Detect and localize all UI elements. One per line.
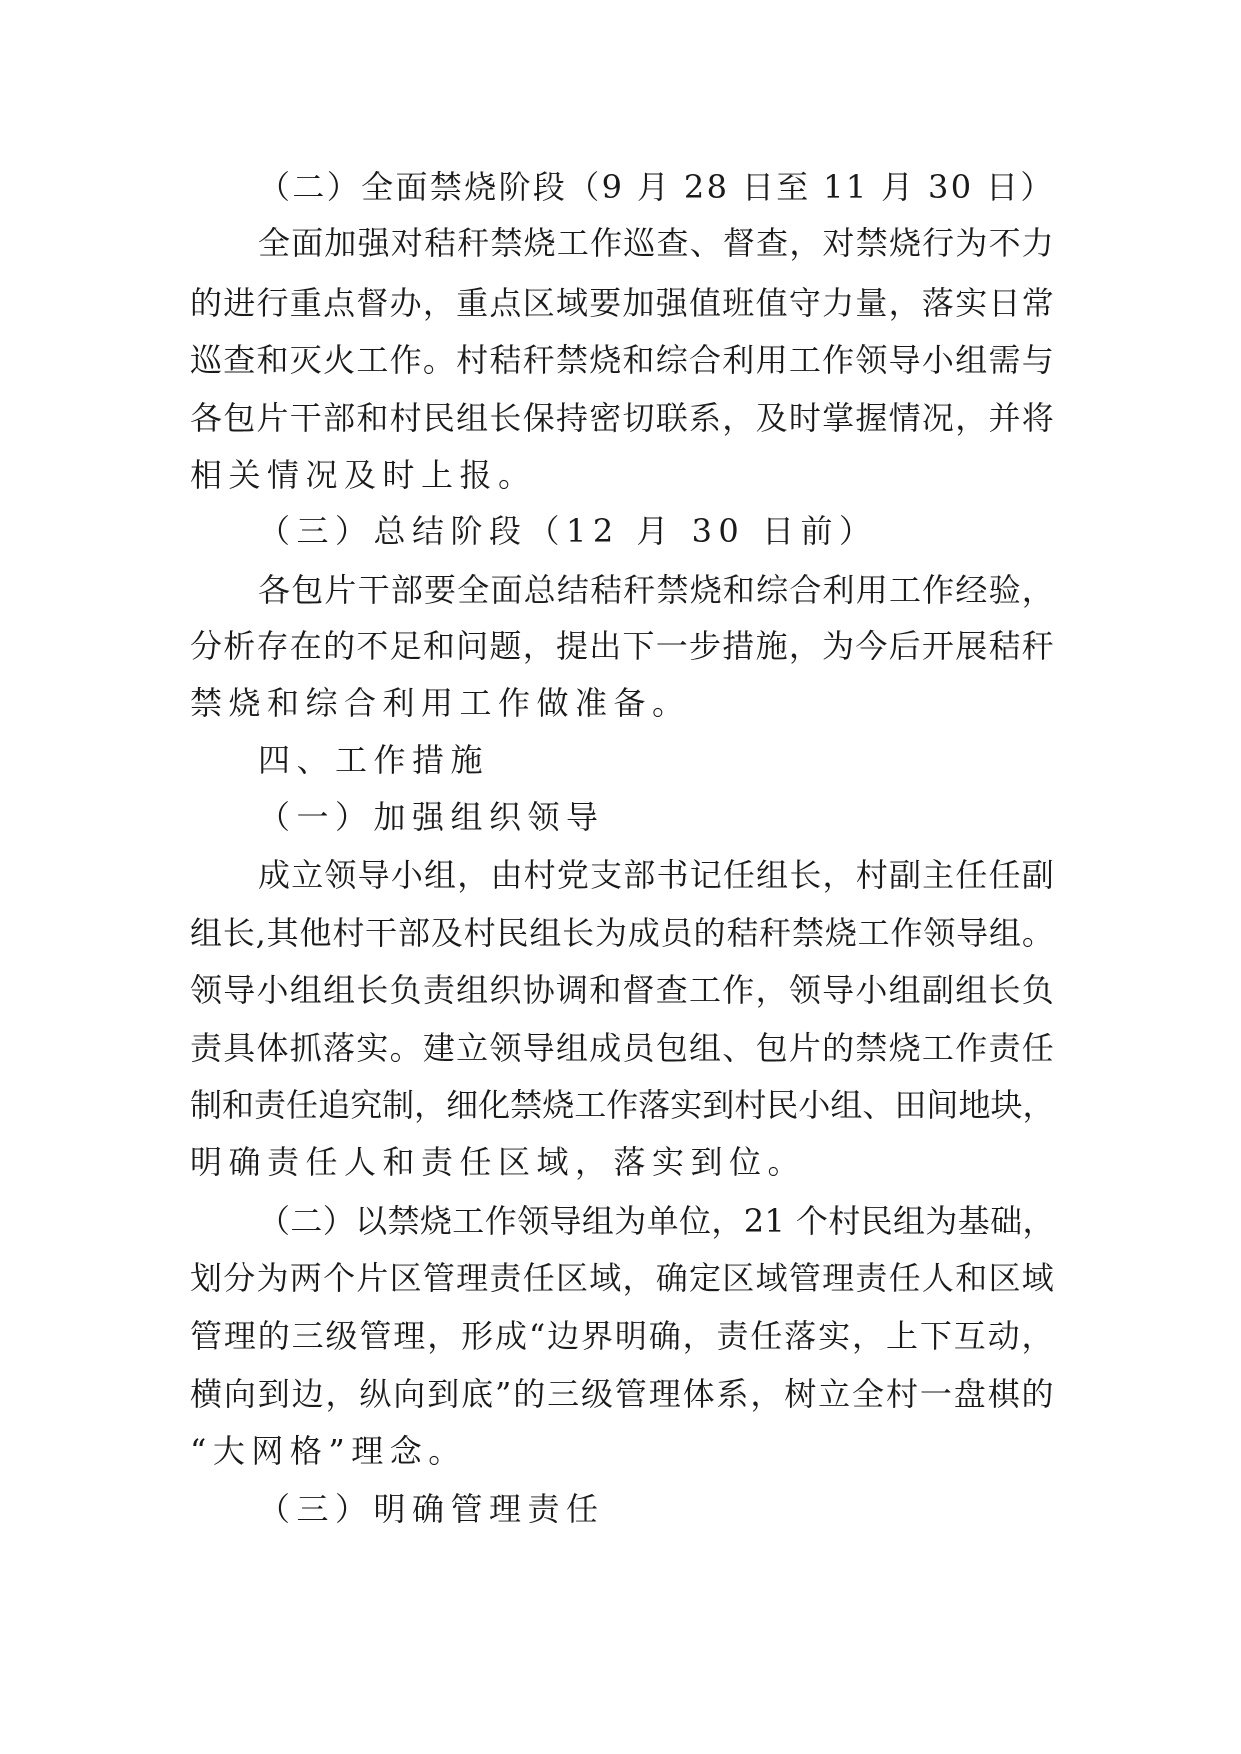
subsection-heading-grid-units: （二）以禁烧工作领导组为单位，21 个村民组为基础， <box>258 1202 1055 1240</box>
section-heading-full-ban-stage: （二）全面禁烧阶段（9 月 28 日至 11 月 30 日） <box>258 168 1055 206</box>
section-heading-work-measures: 四、工作措施 <box>258 741 490 779</box>
paragraph-line: 分析存在的不足和问题，提出下一步措施，为今后开展秸秆 <box>190 627 1056 665</box>
paragraph-line: 管理的三级管理，形成“边界明确，责任落实，上下互动， <box>190 1317 1056 1355</box>
section-heading-summary-stage: （三）总结阶段（12 月 30 日前） <box>258 512 878 550</box>
paragraph-line: 禁烧和综合利用工作做准备。 <box>190 684 691 722</box>
paragraph-line: 成立领导小组，由村党支部书记任组长，村副主任任副 <box>258 856 1056 894</box>
subsection-heading-organization: （一）加强组织领导 <box>258 798 605 836</box>
paragraph-line: 巡查和灭火工作。村秸秆禁烧和综合利用工作领导小组需与 <box>190 341 1056 379</box>
paragraph-line: 横向到边，纵向到底”的三级管理体系，树立全村一盘棋的 <box>190 1375 1056 1413</box>
paragraph-line: 领导小组组长负责组织协调和督查工作，领导小组副组长负 <box>190 971 1056 1009</box>
paragraph-line: 各包片干部和村民组长保持密切联系，及时掌握情况，并将 <box>190 399 1056 437</box>
paragraph-line: 组长,其他村干部及村民组长为成员的秸秆禁烧工作领导组。 <box>190 914 1055 952</box>
paragraph-line: 全面加强对秸秆禁烧工作巡查、督查，对禁烧行为不力 <box>258 224 1056 262</box>
paragraph-line: 各包片干部要全面总结秸秆禁烧和综合利用工作经验， <box>258 571 1056 609</box>
paragraph-line: 划分为两个片区管理责任区域，确定区域管理责任人和区域 <box>190 1259 1056 1297</box>
paragraph-line: 责具体抓落实。建立领导组成员包组、包片的禁烧工作责任 <box>190 1029 1056 1067</box>
subsection-heading-responsibility: （三）明确管理责任 <box>258 1490 605 1528</box>
paragraph-line: 相关情况及时上报。 <box>190 456 537 494</box>
paragraph-line: 明确责任人和责任区域，落实到位。 <box>190 1143 807 1181</box>
paragraph-line: “大网格”理念。 <box>190 1432 467 1470</box>
paragraph-line: 制和责任追究制，细化禁烧工作落实到村民小组、田间地块， <box>190 1086 1055 1124</box>
paragraph-line: 的进行重点督办，重点区域要加强值班值守力量，落实日常 <box>190 284 1056 322</box>
